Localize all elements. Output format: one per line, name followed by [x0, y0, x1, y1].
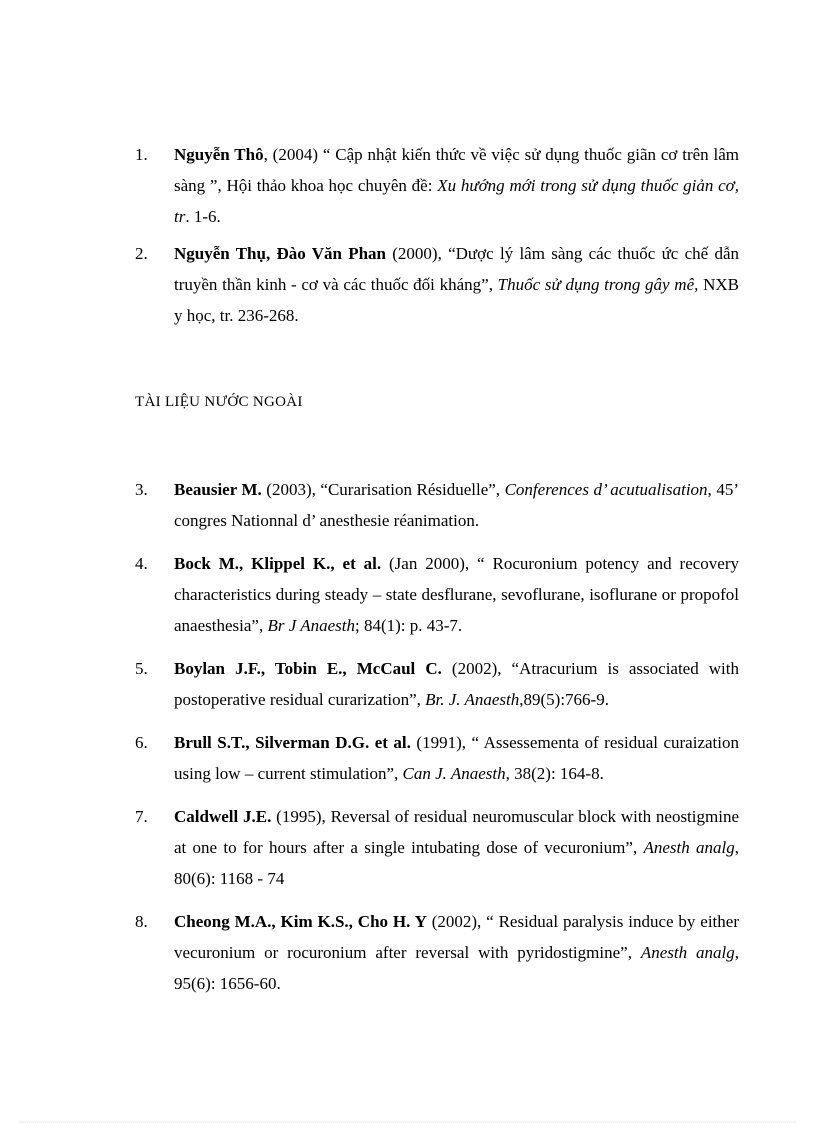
reference-item [135, 139, 739, 232]
reference-authors: Caldwell J.E. [174, 807, 272, 826]
reference-authors: Beausier M. [174, 480, 262, 499]
reference-list-vietnamese [135, 139, 739, 337]
reference-item [135, 548, 739, 641]
reference-details: (1995), Reversal of residual neuromuscular block with neostigmine at one to for hours after a single intubating dose of vecuronium”, [174, 807, 739, 857]
reference-pages: , 45’ congres Nationnal d’ anesthesie réanimation. [174, 480, 739, 530]
reference-source: Br. J. Anaesth [425, 690, 520, 709]
reference-item [135, 801, 739, 894]
reference-pages: , 80(6): 1168 - 74 [174, 838, 739, 888]
reference-source: Anesth analg [640, 943, 735, 962]
reference-details: (2000), “Dược lý lâm sàng các thuốc ức chế dẫn truyền thần kinh - cơ và các thuốc đối kháng”, [174, 244, 739, 294]
reference-authors: Nguyễn Thụ, Đào Văn Phan [174, 244, 386, 263]
reference-source: Conferences d’ acutualisation [504, 480, 708, 499]
reference-item [135, 474, 739, 536]
reference-authors: Nguyễn Thô [174, 145, 264, 164]
reference-item [135, 238, 739, 331]
reference-details: , (2004) “ Cập nhật kiến thức về việc sử dụng thuốc giãn cơ trên lâm sàng ”, Hội thảo khoa học chuyên đề: [174, 145, 739, 195]
reference-item [135, 727, 739, 789]
reference-authors: Boylan J.F., Tobin E., McCaul C. [174, 659, 442, 678]
reference-number: 4. [135, 554, 148, 573]
reference-item [135, 906, 739, 999]
reference-details: (Jan 2000), “ Rocuronium potency and recovery characteristics during steady – state desflurane, sevoflurane, isoflurane or propofol anaesthesia”, [174, 554, 739, 635]
reference-pages: ; 84(1): p. 43-7. [354, 616, 463, 635]
reference-pages: ,89(5):766-9. [519, 690, 609, 709]
reference-pages: , 95(6): 1656-60. [174, 943, 739, 993]
reference-details: (1991), “ Assessementa of residual curaization using low – current stimulation”, [174, 733, 739, 783]
reference-details: (2003), “Curarisation Résiduelle”, [261, 480, 505, 499]
reference-details: (2002), “Atracurium is associated with postoperative residual curarization”, [174, 659, 740, 709]
reference-pages: NXB y học, tr. 236-268. [174, 275, 739, 325]
reference-number: 5. [135, 659, 148, 678]
reference-item [135, 653, 739, 715]
reference-number: 3. [135, 480, 148, 499]
reference-details: (2002), “ Residual paralysis induce by either vecuronium or rocuronium after reversal with pyridostigmine”, [174, 912, 739, 962]
reference-pages: , 38(2): 164-8. [505, 764, 604, 783]
reference-source: Anesth analg [643, 838, 735, 857]
reference-source: Xu hướng mới trong sử dụng thuốc giản cơ, tr [174, 176, 739, 226]
reference-authors: Bock M., Klippel K., et al. [174, 554, 382, 573]
reference-source: Can J. Anaesth [402, 764, 506, 783]
reference-pages: . 1-6. [185, 207, 221, 226]
reference-number: 8. [135, 912, 148, 931]
reference-authors: Brull S.T., Silverman D.G. et al. [174, 733, 411, 752]
reference-number: 7. [135, 807, 148, 826]
reference-number: 2. [135, 244, 148, 263]
reference-list-foreign [135, 474, 739, 1011]
reference-number: 1. [135, 145, 148, 164]
reference-source: Thuốc sử dụng trong gây mê, [497, 275, 699, 294]
reference-number: 6. [135, 733, 148, 752]
reference-authors: Cheong M.A., Kim K.S., Cho H. Y [174, 912, 427, 931]
section-heading-foreign-references: TÀI LIỆU NƯỚC NGOÀI [135, 394, 303, 410]
reference-source: Br J Anaesth [267, 616, 355, 635]
